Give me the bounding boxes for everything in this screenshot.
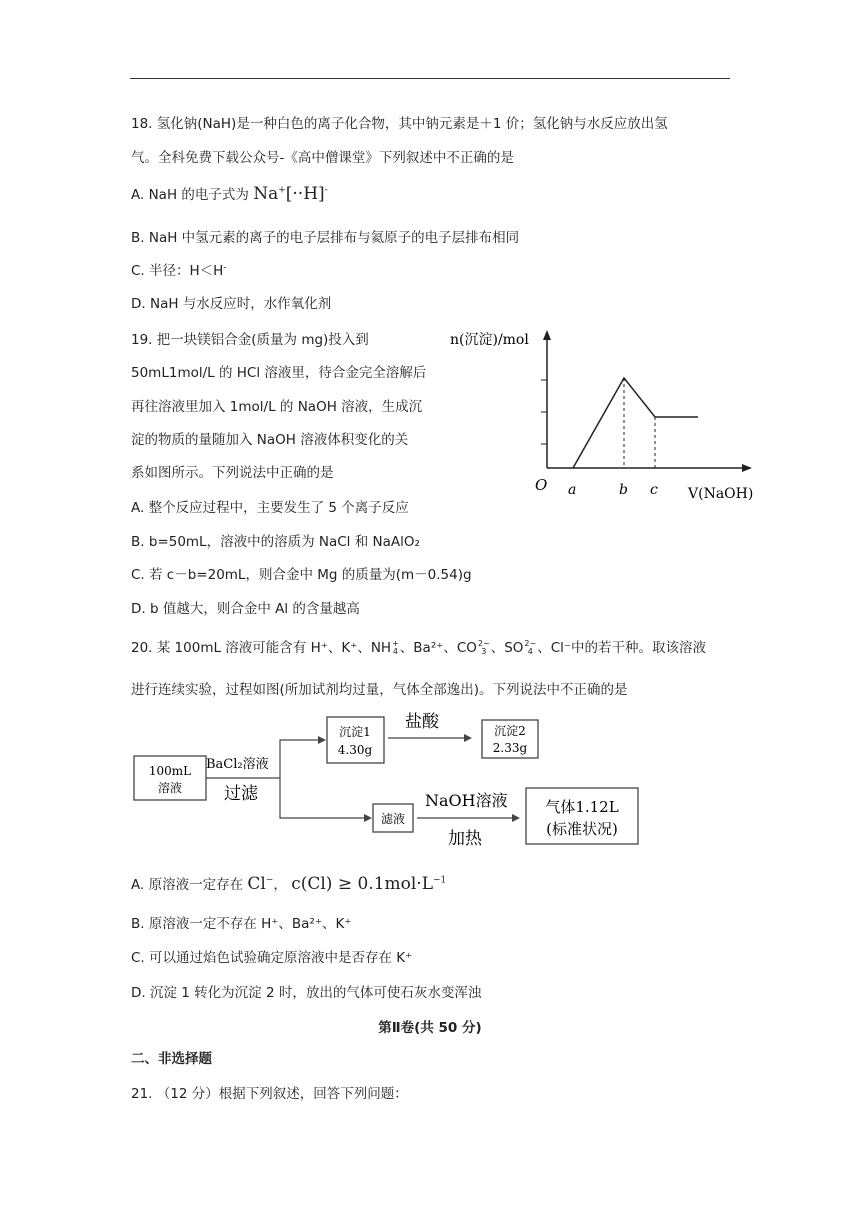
q20-option-c: C. 可以通过焰色试验确定原溶液中是否存在 K⁺ bbox=[131, 950, 413, 966]
q21-stem: 21. （12 分）根据下列叙述，回答下列问题： bbox=[131, 1086, 408, 1102]
y-axis-arrow bbox=[543, 330, 551, 340]
so4-charge: 2− 4 bbox=[524, 639, 537, 656]
arrow-hcl-head bbox=[464, 734, 472, 742]
q19-stem-line1: 19. 把一块镁铝合金(质量为 mg)投入到 bbox=[131, 332, 369, 348]
q19-stem-line4: 淀的物质的量随加入 NaOH 溶液体积变化的关 bbox=[131, 432, 409, 448]
formula-na: Na bbox=[253, 184, 279, 204]
q18-option-c: C. 半径：H＜H- bbox=[131, 262, 227, 279]
q18-option-a-formula: Na+[··H]- bbox=[253, 184, 328, 204]
tick-b-label: b bbox=[619, 482, 628, 498]
q20-stem-line2: 进行连续实验，过程如图(所加试剂均过量，气体全部逸出)。下列说法中不正确的是 bbox=[131, 682, 628, 698]
q20-stem-line1 bbox=[131, 636, 706, 656]
q18-option-b: B. NaH 中氢元素的离子的电子层排布与氦原子的电子层排布相同 bbox=[131, 230, 520, 246]
formula-hydride: [··H] bbox=[285, 184, 325, 204]
experiment-flowchart bbox=[130, 700, 650, 860]
x-axis-label: V(NaOH) bbox=[688, 486, 754, 502]
co3-charge: 2− 3 bbox=[477, 639, 490, 656]
q18-option-c-text: C. 半径：H＜H bbox=[131, 263, 224, 279]
arrow-up-head bbox=[318, 736, 326, 744]
q19-option-a: A. 整个反应过程中，主要发生了 5 个离子反应 bbox=[131, 500, 409, 516]
x-axis-arrow bbox=[742, 464, 752, 472]
q20-stem-ions: 、Ba²⁺、CO bbox=[399, 640, 477, 656]
part-heading: 二、非选择题 bbox=[131, 1051, 212, 1067]
y-axis-label: n(沉淀)/mol bbox=[450, 332, 529, 348]
q20-option-b: B. 原溶液一定不存在 H⁺、Ba²⁺、K⁺ bbox=[131, 916, 352, 932]
q20-stem-ions2: 、SO bbox=[490, 640, 524, 656]
precipitate-curve bbox=[573, 378, 698, 468]
reagent-hcl: 盐酸 bbox=[405, 712, 439, 732]
reagent-bacl2: BaCl₂溶液 bbox=[206, 757, 269, 772]
q20-option-d: D. 沉淀 1 转化为沉淀 2 时，放出的气体可使石灰水变浑浊 bbox=[131, 985, 482, 1001]
q20-option-a-cl: Cl− bbox=[247, 874, 274, 894]
q18-option-a-text: A. NaH 的电子式为 bbox=[131, 187, 249, 203]
q20-stem-prefix: 20. 某 100mL 溶液可能含有 H⁺、K⁺、NH bbox=[131, 640, 392, 656]
header-rule bbox=[130, 78, 730, 79]
q20-option-a: A. 原溶液一定存在 Cl−， $c(Cl) \ge 0.1mol\cdot L^{-1}$ bbox=[131, 874, 447, 894]
arrow-naoh-head bbox=[512, 814, 520, 822]
box-precipitate-1-line1: 沉淀1 bbox=[339, 725, 371, 739]
box-precipitate-1-line2: 4.30g bbox=[337, 743, 373, 757]
section-title: 第Ⅱ卷(共 50 分) bbox=[378, 1020, 482, 1036]
box-precipitate-2-line2: 2.33g bbox=[492, 741, 528, 755]
nh4-charge: + 4 bbox=[392, 639, 399, 656]
q19-option-b: B. b=50mL，溶液中的溶质为 NaCl 和 NaAlO₂ bbox=[131, 534, 420, 550]
arrow-down-head bbox=[364, 814, 372, 822]
q20-option-a-relation: $c(Cl) \ge 0.1mol\cdot L^{-1}$ bbox=[291, 874, 447, 894]
box-gas-line1: 气体1.12L bbox=[545, 798, 619, 816]
precipitate-graph bbox=[440, 322, 770, 512]
cl-concentration: c(Cl) ≥ 0.1mol·L bbox=[291, 874, 433, 894]
operation-filter: 过滤 bbox=[224, 784, 258, 804]
q18-option-a bbox=[131, 183, 328, 204]
box-solution-line1: 100mL bbox=[148, 764, 192, 778]
q20-option-a-text: A. 原溶液一定存在 bbox=[131, 877, 244, 893]
q18-stem-line2: 气。全科免费下载公众号-《高中僧课堂》下列叙述中不正确的是 bbox=[131, 150, 514, 166]
branch-up bbox=[280, 740, 320, 778]
q18-option-d: D. NaH 与水反应时，水作氧化剂 bbox=[131, 296, 332, 312]
box-precipitate-2-line1: 沉淀2 bbox=[494, 724, 526, 738]
operation-heat: 加热 bbox=[448, 829, 482, 849]
q19-stem-line3: 再往溶液里加入 1mol/L 的 NaOH 溶液，生成沉 bbox=[131, 399, 423, 415]
q20-stem-end: 、Cl⁻中的若干种。取该溶液 bbox=[537, 640, 707, 656]
cl-symbol: Cl bbox=[247, 874, 266, 894]
q19-stem-line2: 50mL1mol/L 的 HCl 溶液里，待合金完全溶解后 bbox=[131, 365, 427, 381]
box-solution-line2: 溶液 bbox=[157, 781, 183, 795]
branch-down bbox=[280, 778, 366, 818]
reagent-naoh: NaOH溶液 bbox=[425, 791, 508, 810]
q19-option-d: D. b 值越大，则合金中 Al 的含量越高 bbox=[131, 601, 360, 617]
q19-option-c: C. 若 c－b=20mL，则合金中 Mg 的质量为(m－0.54)g bbox=[131, 567, 472, 583]
tick-a-label: a bbox=[568, 482, 577, 498]
tick-c-label: c bbox=[650, 482, 658, 498]
box-gas-line2: (标准状况) bbox=[546, 820, 618, 838]
box-filtrate-label: 滤液 bbox=[380, 812, 406, 826]
origin-label: O bbox=[535, 476, 548, 494]
q18-stem-line1: 18. 氢化钠(NaH)是一种白色的离子化合物，其中钠元素是＋1 价；氢化钠与水反应放出氢 bbox=[131, 116, 668, 132]
q19-stem-line5: 系如图所示。下列说法中正确的是 bbox=[131, 465, 334, 481]
